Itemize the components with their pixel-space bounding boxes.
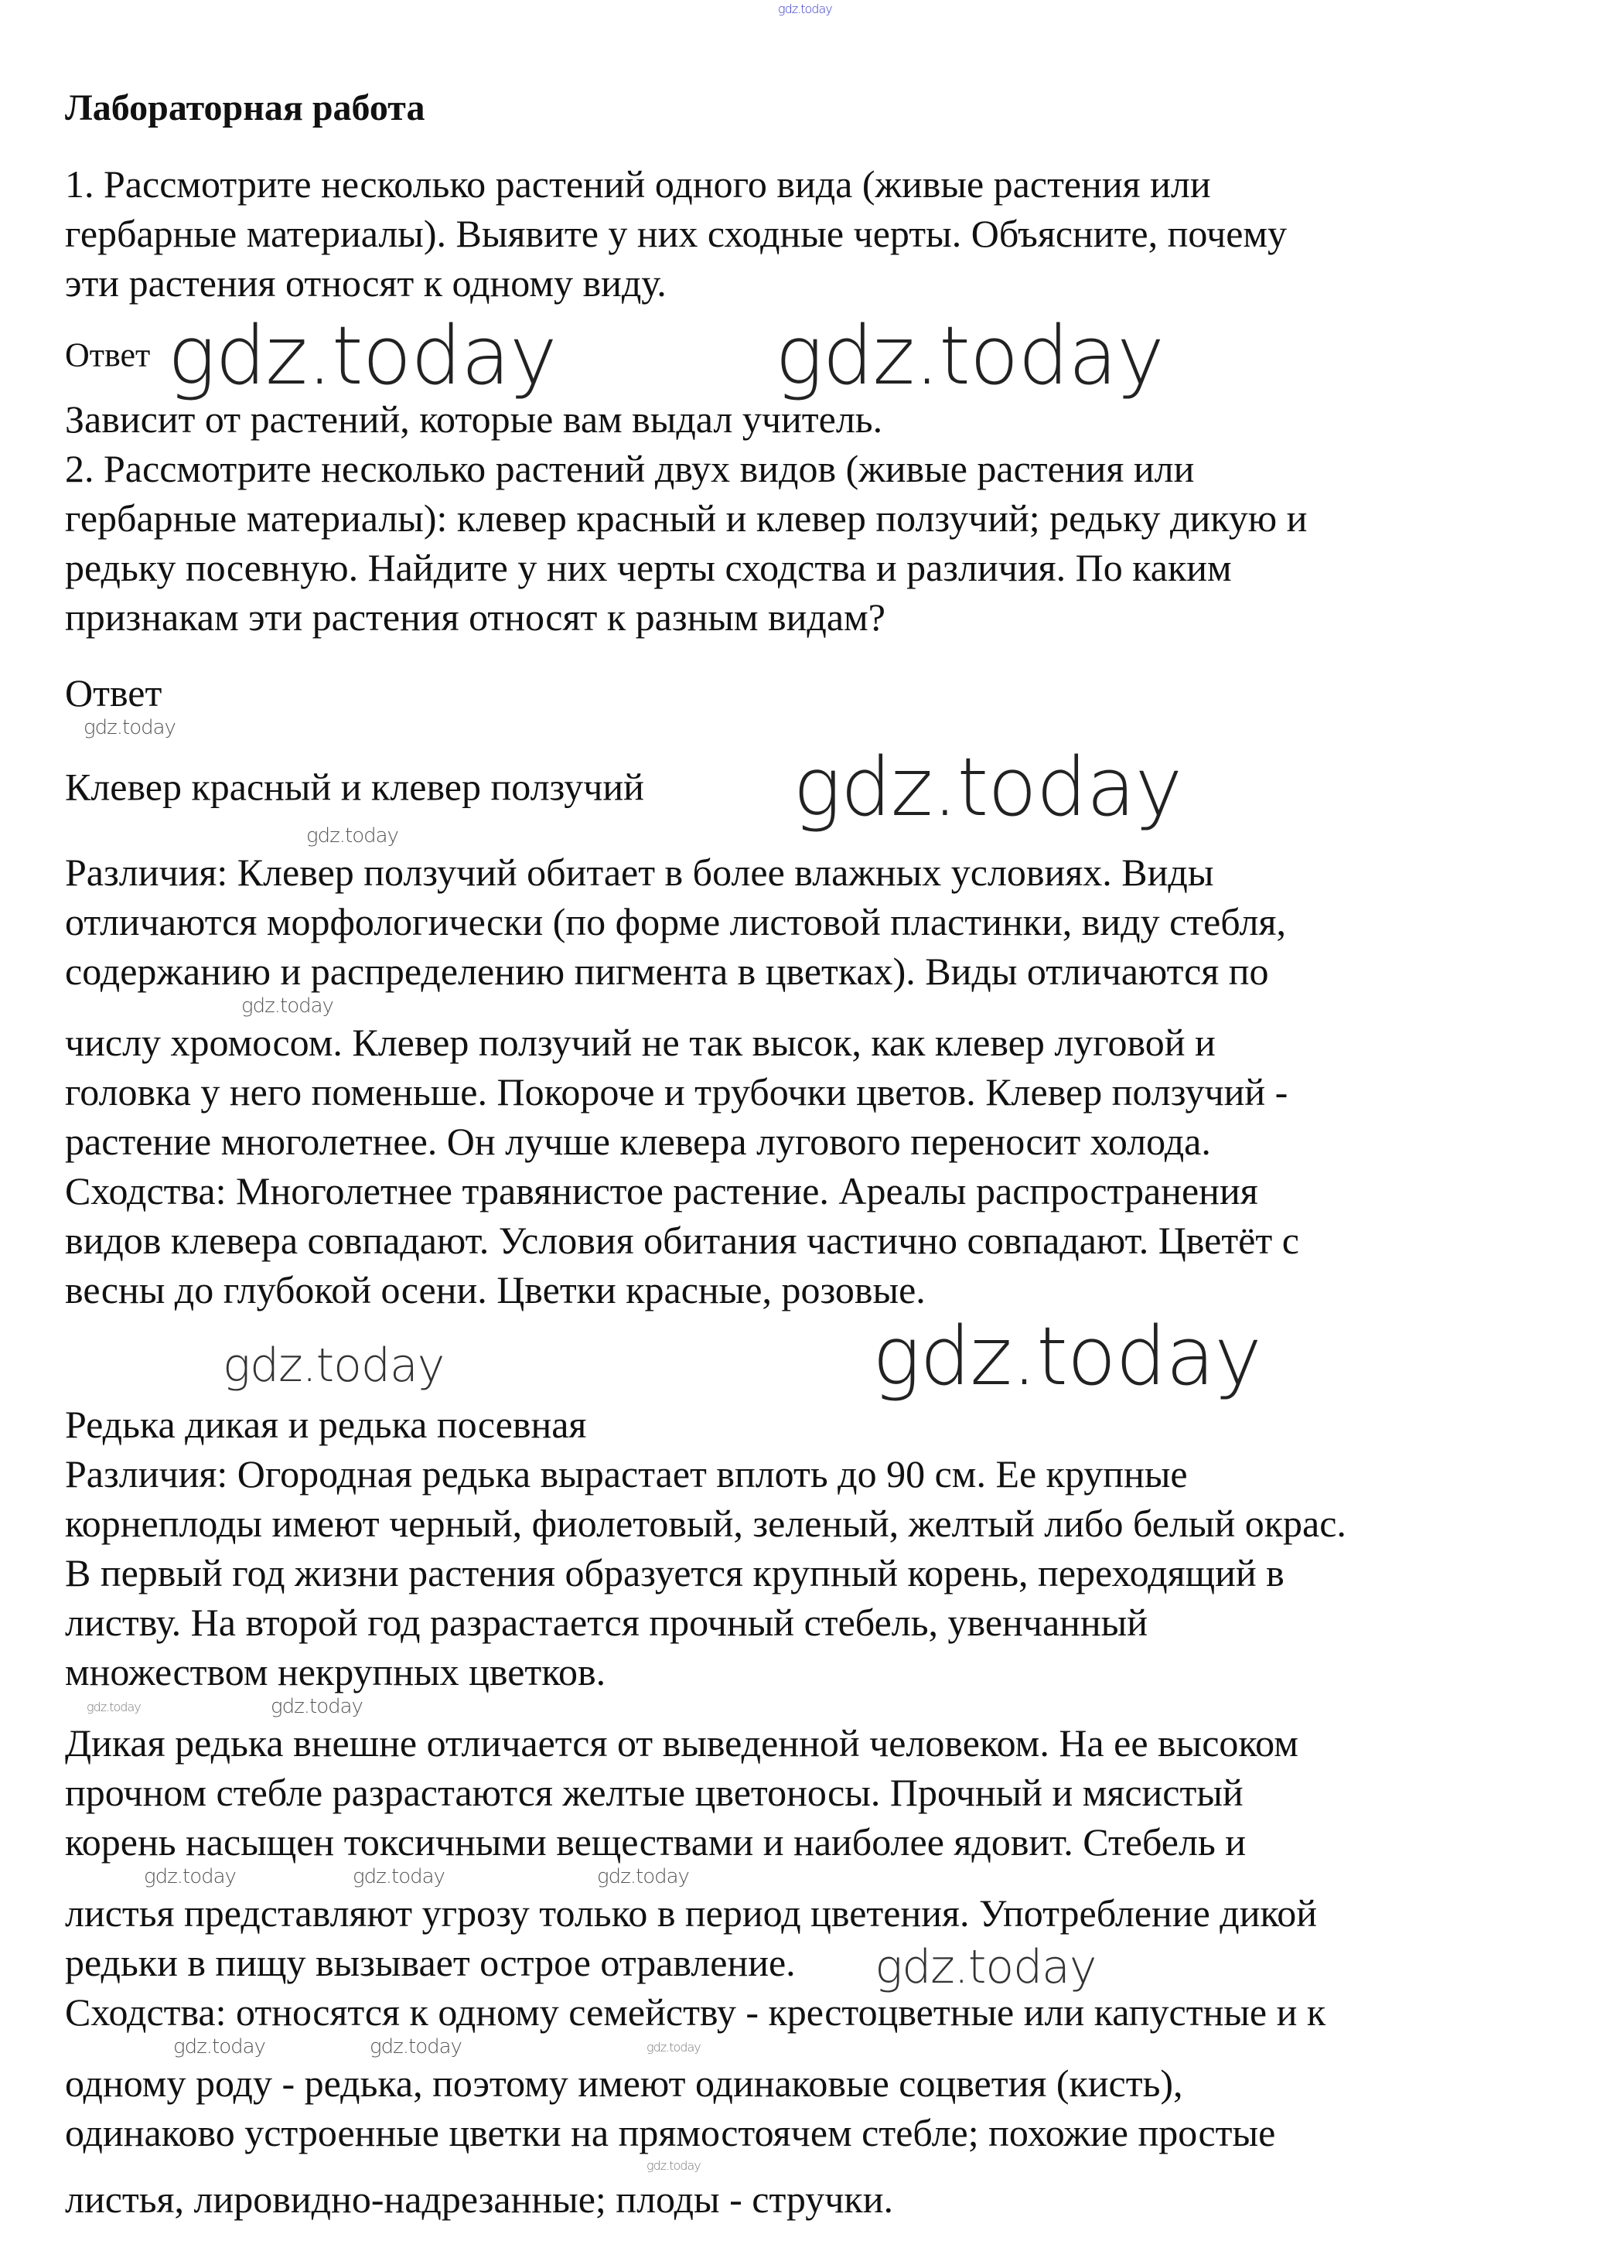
radish-line: одинаково устроенные цветки на прямостоячем стебле; похожие простые [65, 2111, 1276, 2154]
radish-line: корнеплоды имеют черный, фиолетовый, зеленый, желтый либо белый окрас. [65, 1502, 1346, 1545]
question-1-line: эти растения относят к одному виду. [65, 261, 667, 305]
answer-1: Зависит от растений, которые вам выдал учитель. [65, 397, 883, 441]
radish-line: В первый год жизни растения образуется крупный корень, переходящий в [65, 1551, 1285, 1594]
watermark: gdz.today [271, 1695, 363, 1718]
watermark-row [65, 1697, 1624, 1718]
watermark-row [65, 826, 1624, 848]
radish-line: одному роду - редька, поэтому имеют одинаковые соцветия (кисть), [65, 2062, 1183, 2105]
clover-line: содержанию и распределению пигмента в цветках). Виды отличаются по [65, 950, 1269, 993]
answer-row [65, 308, 1624, 403]
watermark-row [65, 2037, 1624, 2058]
page-title: Лабораторная работа [65, 87, 425, 128]
watermark: gdz.today [144, 1865, 236, 1888]
watermark-row [65, 2157, 1624, 2174]
radish-line: множеством некрупных цветков. [65, 1650, 606, 1693]
radish-line: Дикая редька внешне отличается от выведенной человеком. На ее высоком [65, 1721, 1298, 1765]
watermark-row [65, 996, 1624, 1018]
watermark: gdz.today [241, 994, 333, 1018]
radish-line: прочном стебле разрастаются желтые цветоносы. Прочный и мясистый [65, 1771, 1244, 1814]
question-1-line: гербарные материалы). Выявите у них сходные черты. Объясните, почему [65, 212, 1288, 255]
clover-line: Различия: Клевер ползучий обитает в более влажных условиях. Виды [65, 851, 1214, 894]
watermark: gdz.today [597, 1865, 689, 1888]
clover-line: отличаются морфологически (по форме листовой пластинки, виду стебля, [65, 900, 1286, 943]
radish-line: Различия: Огородная редька вырастает вплоть до 90 см. Ее крупные [65, 1452, 1188, 1496]
clover-line: видов клевера совпадают. Условия обитания частично совпадают. Цветёт с [65, 1219, 1299, 1262]
radish-line: листву. На второй год разрастается прочный стебель, увенчанный [65, 1601, 1148, 1644]
watermark: gdz.today [84, 716, 176, 739]
watermark: gdz.today [173, 2035, 265, 2058]
watermark-row [65, 1867, 1624, 1888]
watermark: gdz.today [875, 1939, 1097, 1994]
watermark: gdz.today [647, 2040, 701, 2055]
clover-line: Сходства: Многолетнее травянистое растение. Ареалы распространения [65, 1169, 1258, 1212]
radish-line: листья представляют угрозу только в период цветения. Употребление дикой [65, 1891, 1317, 1935]
radish-line-row [65, 1938, 1624, 1994]
radish-line: редьки в пищу вызывает острое отравление. [65, 1941, 796, 1984]
watermark: gdz.today [167, 308, 557, 403]
question-2-line: гербарные материалы): клевер красный и клевер ползучий; редьку дикую и [65, 496, 1308, 540]
clover-heading-row [65, 739, 1624, 834]
question-2-line: признакам эти растения относят к разным видам? [65, 595, 885, 639]
watermark: gdz.today [793, 739, 1182, 834]
radish-heading: Редька дикая и редька посевная [65, 1403, 587, 1446]
watermark-row [65, 718, 1624, 739]
question-2-line: редьку посевную. Найдите у них черты сходства и различия. По каким [65, 546, 1232, 589]
radish-line: листья, лировидно-надрезанные; плоды - стручки. [65, 2178, 893, 2221]
watermark: gdz.today [353, 1865, 445, 1888]
watermark: gdz.today [223, 1339, 445, 1393]
watermark-row [65, 1309, 1624, 1403]
watermark: gdz.today [775, 308, 1164, 403]
watermark: gdz.today [370, 2035, 462, 2058]
watermark: gdz.today [872, 1309, 1261, 1403]
clover-line: растение многолетнее. Он лучше клевера лугового переносит холода. [65, 1120, 1211, 1163]
clover-line: числу хромосом. Клевер ползучий не так высок, как клевер луговой и [65, 1021, 1216, 1064]
watermark: gdz.today [306, 824, 398, 848]
clover-line: весны до глубокой осени. Цветки красные, розовые. [65, 1268, 926, 1311]
watermark[interactable]: gdz.today [778, 2, 832, 16]
question-2-line: 2. Рассмотрите несколько растений двух видов (живые растения или [65, 447, 1195, 490]
question-1-line: 1. Рассмотрите несколько растений одного вида (живые растения или [65, 162, 1211, 206]
radish-line: корень насыщен токсичными веществами и наиболее ядовит. Стебель и [65, 1820, 1247, 1864]
watermark: gdz.today [647, 2158, 701, 2173]
watermark: gdz.today [87, 1700, 141, 1714]
clover-line: головка у него поменьше. Покороче и трубочки цветов. Клевер ползучий - [65, 1070, 1288, 1114]
radish-line: Сходства: относятся к одному семейству - крестоцветные или капустные и к [65, 1990, 1326, 2034]
answer-label: Ответ [65, 336, 151, 374]
clover-heading: Клевер красный и клевер ползучий [65, 765, 644, 809]
answer-label: Ответ [65, 671, 162, 715]
